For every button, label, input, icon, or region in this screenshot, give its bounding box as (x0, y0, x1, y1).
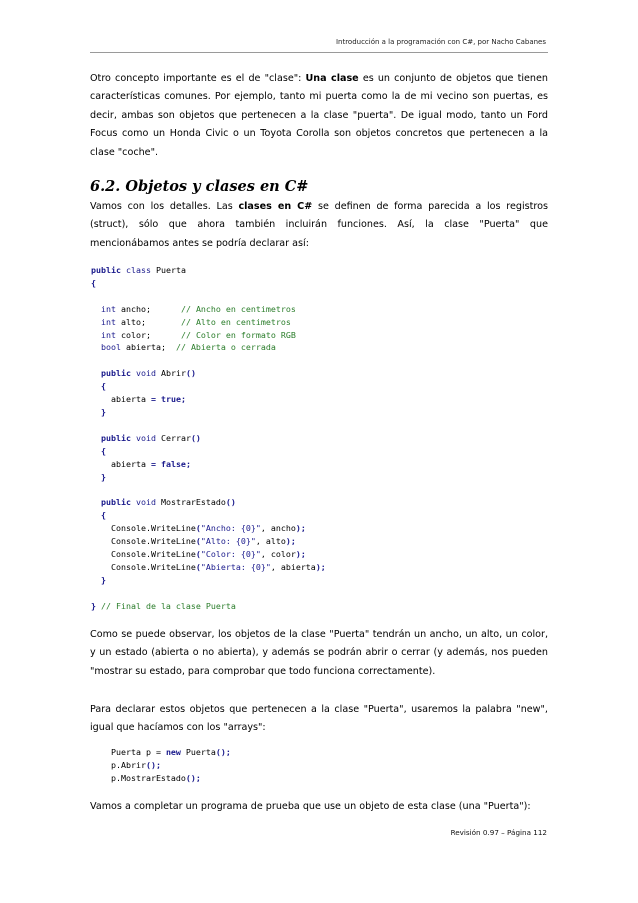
section-text-a: Vamos con los detalles. Las (90, 201, 239, 212)
code-brace: { (91, 277, 96, 288)
code-statement: abierta = false; (110, 458, 191, 469)
code-block-class (91, 264, 326, 612)
code-statement: Console.WriteLine("Color: {0}", color); (110, 548, 306, 559)
code-field: bool abierta; // Abierta o cerrada (101, 342, 276, 353)
code-statement: abierta = true; (110, 394, 186, 405)
code-brace: } (101, 471, 106, 482)
code-brace: { (101, 445, 106, 456)
code-brace: { (101, 381, 106, 392)
code-brace: } (101, 406, 106, 417)
code-statement: Console.WriteLine("Ancho: {0}", ancho); (110, 523, 306, 534)
code-statement: Puerta p = new Puerta(); (110, 747, 231, 757)
section-paragraph (90, 198, 548, 253)
code-field: int color; // Color en formato RGB (101, 329, 296, 340)
intro-text-a: Otro concepto importante es el de "clase": (90, 73, 306, 84)
intro-paragraph (90, 70, 548, 162)
section-bold-term: clases en C# (238, 201, 313, 212)
code-brace: } (101, 574, 106, 585)
section-heading: 6.2. Objetos y clases en C# (90, 178, 309, 195)
running-header: Introducción a la programación con C#, por Nacho Cabanes (335, 38, 546, 46)
code-field: int alto; // Alto en centimetros (101, 316, 291, 327)
code-method: public void MostrarEstado() (101, 497, 236, 508)
section-text-b: se definen de forma parecida a los registros (struct), sólo que ahora también incluirán funciones. Así, la clase "Puerta" que mencionábamos antes se podría declarar así: (90, 201, 548, 249)
closing-paragraph: Vamos a completar un programa de prueba que use un objeto de esta clase (una "Puerta"): (90, 801, 531, 812)
page-footer: Revisión 0.97 – Página 112 (450, 828, 547, 837)
code-brace: { (101, 510, 106, 521)
code-line: } // Final de la clase Puerta (91, 600, 236, 611)
intro-bold-term: Una clase (305, 73, 359, 84)
declaration-paragraph: Para declarar estos objetos que pertenecen a la clase "Puerta", usaremos la palabra "new", igual que hacíamos con los "arrays": (90, 704, 548, 734)
code-method: public void Cerrar() (101, 432, 201, 443)
intro-text-b: es un conjunto de objetos que tienen características comunes. Por ejemplo, tanto mi puerta como la de mi vecino son puertas, es decir, ambas son objetos que pertenecen a la clase "puerta". De igual modo, tanto un Ford Focus como un Honda Civic o un Toyota Corolla son objetos concretos que pertenecen a la clase "coche". (90, 73, 548, 158)
code-line: public class Puerta (91, 265, 186, 275)
code-statement: Console.WriteLine("Alto: {0}", alto); (110, 536, 296, 547)
code-method: public void Abrir() (101, 368, 196, 379)
explanation-paragraph: Como se puede observar, los objetos de la clase "Puerta" tendrán un ancho, un alto, un color, y un estado (abierta o no abierta), y además se podrán abrir o cerrar (y además, nos pueden "mostrar su estado, para comprobar que todo funciona correctamente). (90, 629, 548, 677)
code-statement: Console.WriteLine("Abierta: {0}", abierta); (110, 561, 326, 572)
code-statement: p.MostrarEstado(); (110, 772, 201, 783)
code-field: int ancho; // Ancho en centimetros (101, 303, 296, 314)
header-rule (90, 52, 548, 53)
code-statement: p.Abrir(); (110, 759, 161, 770)
code-block-usage (91, 746, 231, 785)
